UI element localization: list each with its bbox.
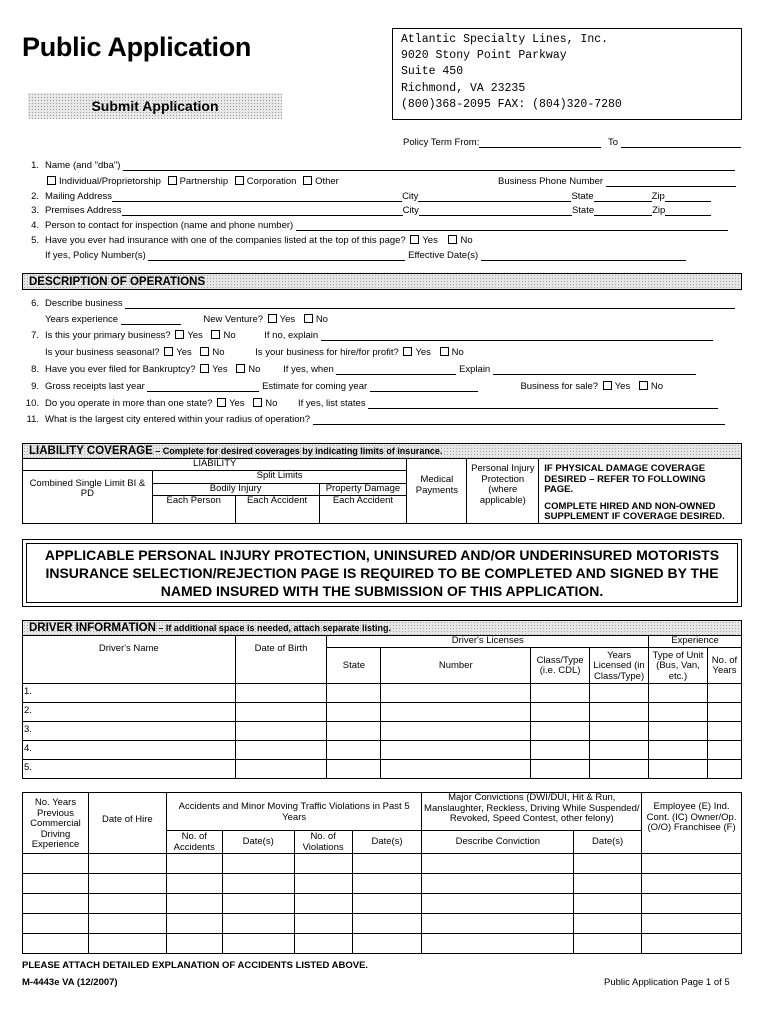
other-checkbox[interactable] <box>303 176 312 185</box>
employee-type-header: Employee (E) Ind. Cont. (IC) Owner/Op. (O/O) Franchisee (F) <box>642 793 742 854</box>
submit-application-label: Submit Application <box>91 98 219 114</box>
liability-heading-text: LIABILITY COVERAGE <box>29 445 153 457</box>
contact-person-field[interactable] <box>296 220 728 231</box>
history-cell[interactable] <box>23 854 89 874</box>
history-cell[interactable] <box>88 934 166 954</box>
history-cell[interactable] <box>222 854 294 874</box>
policy-term-to-field[interactable] <box>621 137 741 148</box>
seasonal-yes-checkbox[interactable] <box>164 347 173 356</box>
partnership-label: Partnership <box>179 176 229 187</box>
driver-cell[interactable] <box>649 721 708 740</box>
driver-cell[interactable] <box>590 721 649 740</box>
city-label: City <box>402 191 419 202</box>
new-venture-no-checkbox[interactable] <box>304 314 313 323</box>
describe-business-field[interactable] <box>125 298 735 309</box>
address-line: (800)368-2095 FAX: (804)320-7280 <box>401 97 622 111</box>
q8-number: 8. <box>31 364 39 375</box>
yes-label: Yes <box>187 330 203 341</box>
liability-header: LIABILITY <box>23 459 407 471</box>
gross-receipts-field[interactable] <box>147 381 259 392</box>
driver-row-number: 5. <box>23 759 236 778</box>
history-cell[interactable] <box>166 914 222 934</box>
premises-zip-field[interactable] <box>665 205 711 216</box>
history-cell[interactable] <box>294 914 352 934</box>
mailing-city-field[interactable] <box>418 191 571 202</box>
driver-cell[interactable] <box>590 759 649 778</box>
conviction-dates-header: Date(s) <box>574 831 642 854</box>
history-cell[interactable] <box>88 854 166 874</box>
experience-row <box>45 314 328 325</box>
for-sale-no-checkbox[interactable] <box>639 381 648 390</box>
history-cell[interactable] <box>574 914 642 934</box>
no-label: No <box>265 398 278 409</box>
q8-row <box>22 364 696 375</box>
driver-row-number: 3. <box>23 721 236 740</box>
um-notice-box <box>22 539 742 607</box>
history-cell[interactable] <box>574 854 642 874</box>
no-label: No <box>650 381 663 392</box>
yes-label: Yes <box>176 347 192 358</box>
drivers-name-header: Driver's Name <box>23 636 236 684</box>
explain-label: Explain <box>459 364 491 375</box>
state-label: State <box>571 191 594 202</box>
policy-number-field[interactable] <box>148 250 405 261</box>
yes-label: Yes <box>415 347 431 358</box>
driver-cell[interactable] <box>707 721 741 740</box>
history-cell[interactable] <box>422 934 574 954</box>
q5-number: 5. <box>31 235 39 246</box>
driver-cell[interactable] <box>235 683 327 702</box>
business-phone-field[interactable] <box>606 176 736 187</box>
primary-no-checkbox[interactable] <box>211 330 220 339</box>
q10-number: 10. <box>25 398 39 409</box>
driver-cell[interactable] <box>707 759 741 778</box>
if-yes-when-label: If yes, when <box>283 364 334 375</box>
no-years-header: No. of Years <box>707 647 741 683</box>
physical-damage-note-cell <box>539 459 742 524</box>
history-cell[interactable] <box>422 914 574 934</box>
yes-label: Yes <box>422 235 438 246</box>
driver-cell[interactable] <box>531 702 590 721</box>
driver-cell[interactable] <box>649 759 708 778</box>
liability-heading-note: – Complete for desired coverages by indicating limits of insurance. <box>152 446 443 456</box>
q5-label: Have you ever had insurance with one of the companies listed at the top of this page? <box>45 235 406 246</box>
address-line: Richmond, VA 23235 <box>401 81 526 95</box>
driver-cell[interactable] <box>327 702 381 721</box>
driver-cell[interactable] <box>531 683 590 702</box>
years-licensed-header: Years Licensed (in Class/Type) <box>590 647 649 683</box>
policy-term-row <box>403 137 741 148</box>
address-line: Atlantic Specialty Lines, Inc. <box>401 33 609 46</box>
largest-city-field[interactable] <box>313 414 725 425</box>
q11-number: 11. <box>26 414 39 425</box>
driver-cell[interactable] <box>531 740 590 759</box>
q4-label: Person to contact for inspection (name and phone number) <box>45 220 294 231</box>
seasonal-row <box>45 347 464 358</box>
business-phone-row <box>498 176 736 187</box>
mailing-zip-field[interactable] <box>665 191 711 202</box>
history-cell[interactable] <box>352 914 422 934</box>
driver-cell[interactable] <box>707 683 741 702</box>
history-cell[interactable] <box>642 914 742 934</box>
partnership-checkbox[interactable] <box>168 176 177 185</box>
zip-label: Zip <box>652 205 666 216</box>
company-address-box <box>392 28 742 120</box>
history-cell[interactable] <box>294 894 352 914</box>
years-experience-field[interactable] <box>121 314 181 325</box>
history-cell[interactable] <box>23 874 89 894</box>
policy-number-label: If yes, Policy Number(s) <box>45 250 146 261</box>
driving-history-table <box>22 792 742 954</box>
page-title: Public Application <box>22 32 252 62</box>
history-cell[interactable] <box>352 894 422 914</box>
q2-label: Mailing Address <box>45 191 113 202</box>
liability-table <box>22 458 742 524</box>
q6-row <box>22 298 735 309</box>
history-cell[interactable] <box>166 894 222 914</box>
q11-label: What is the largest city entered within your radius of operation? <box>45 414 311 425</box>
primary-explain-field[interactable] <box>321 330 713 341</box>
driver-cell[interactable] <box>235 702 327 721</box>
q2-number: 2. <box>31 191 39 202</box>
property-damage-header: Property Damage <box>319 483 407 495</box>
history-cell[interactable] <box>642 854 742 874</box>
premises-state-field[interactable] <box>594 205 652 216</box>
for-sale-label: Business for sale? <box>520 381 599 392</box>
name-field[interactable] <box>123 160 735 171</box>
yes-label: Yes <box>279 314 296 325</box>
entity-row <box>45 176 339 187</box>
driver-cell[interactable] <box>381 721 531 740</box>
no-label: No <box>460 235 473 246</box>
primary-yes-checkbox[interactable] <box>175 330 184 339</box>
hire-profit-label: Is your business for hire/for profit? <box>255 347 399 358</box>
address-line: 9020 Stony Point Parkway <box>401 49 567 63</box>
driver-heading-text: DRIVER INFORMATION <box>29 622 156 634</box>
effective-date-field[interactable] <box>481 250 686 261</box>
history-cell[interactable] <box>294 854 352 874</box>
liability-heading <box>22 443 742 459</box>
history-cell[interactable] <box>88 894 166 914</box>
q4-row <box>22 220 728 231</box>
driver-cell[interactable] <box>381 759 531 778</box>
q7-row <box>22 330 713 341</box>
history-cell[interactable] <box>574 894 642 914</box>
bankruptcy-no-checkbox[interactable] <box>236 364 245 373</box>
driver-cell[interactable] <box>235 759 327 778</box>
history-cell[interactable] <box>23 894 89 914</box>
driver-cell[interactable] <box>235 740 327 759</box>
history-cell[interactable] <box>222 934 294 954</box>
date-of-hire-header: Date of Hire <box>88 793 166 854</box>
q9-row <box>22 381 663 392</box>
q3-label: Premises Address <box>45 205 122 216</box>
history-cell[interactable] <box>222 874 294 894</box>
accidents-header: Accidents and Minor Moving Traffic Violations in Past 5 Years <box>166 793 422 831</box>
driver-cell[interactable] <box>381 702 531 721</box>
driver-cell[interactable] <box>649 740 708 759</box>
no-accidents-header: No. of Accidents <box>166 831 222 854</box>
state-label: State <box>571 205 595 216</box>
q10-label: Do you operate in more than one state? <box>45 398 213 409</box>
q9-number: 9. <box>31 381 39 392</box>
multistate-yes-checkbox[interactable] <box>217 398 226 407</box>
policy-term-from-field[interactable] <box>479 137 601 148</box>
individual-label: Individual/Proprietorship <box>59 176 161 187</box>
history-cell[interactable] <box>422 854 574 874</box>
history-cell[interactable] <box>166 854 222 874</box>
q9-label: Gross receipts last year <box>45 381 145 392</box>
policy-term-to-label: To <box>608 137 619 148</box>
operations-heading-text: DESCRIPTION OF OPERATIONS <box>29 276 206 288</box>
premises-address-field[interactable] <box>122 205 403 216</box>
hire-profit-yes-checkbox[interactable] <box>403 347 412 356</box>
city-label: City <box>402 205 419 216</box>
medical-payments-header: Medical Payments <box>407 459 467 524</box>
driver-cell[interactable] <box>531 721 590 740</box>
bodily-injury-header: Bodily Injury <box>152 483 319 495</box>
operations-heading <box>22 273 742 290</box>
history-cell[interactable] <box>88 914 166 934</box>
for-sale-yes-checkbox[interactable] <box>603 381 612 390</box>
new-venture-yes-checkbox[interactable] <box>268 314 277 323</box>
history-cell[interactable] <box>23 914 89 934</box>
yes-label: Yes <box>212 364 228 375</box>
q3-number: 3. <box>31 205 39 216</box>
state-header: State <box>327 647 381 683</box>
no-label: No <box>248 364 261 375</box>
driver-cell[interactable] <box>327 721 381 740</box>
yes-label: Yes <box>229 398 245 409</box>
policy-term-from-label: Policy Term From: <box>403 137 480 148</box>
describe-conviction-header: Describe Conviction <box>422 831 574 854</box>
no-label: No <box>315 314 328 325</box>
um-notice-text: APPLICABLE PERSONAL INJURY PROTECTION, UNINSURED AND/OR UNDERINSURED MOTORISTS INSURANCE SELECTION/REJECTION PAGE IS REQUIRED TO BE COMPLETED AND SIGNED BY THE NAMED INSURED WITH THE SUBMISSION OF THIS APPLICATION. <box>26 543 738 603</box>
mailing-state-field[interactable] <box>594 191 652 202</box>
years-experience-label: Years experience <box>45 314 119 325</box>
history-cell[interactable] <box>222 894 294 914</box>
no-label: No <box>451 347 464 358</box>
driver-cell[interactable] <box>327 759 381 778</box>
driver-row-number: 2. <box>23 702 236 721</box>
q7-number: 7. <box>31 330 39 341</box>
q4-number: 4. <box>31 220 39 231</box>
history-cell[interactable] <box>294 874 352 894</box>
pip-header: Personal Injury Protection (where applicable) <box>467 459 539 524</box>
q1-row <box>22 160 735 171</box>
no-label: No <box>212 347 225 358</box>
history-cell[interactable] <box>222 914 294 934</box>
no-violations-header: No. of Violations <box>294 831 352 854</box>
driver-cell[interactable] <box>235 721 327 740</box>
driver-cell[interactable] <box>381 683 531 702</box>
driver-heading <box>22 620 742 636</box>
number-header: Number <box>381 647 531 683</box>
premises-city-field[interactable] <box>419 205 572 216</box>
if-no-explain-label: If no, explain <box>264 330 319 341</box>
history-cell[interactable] <box>352 934 422 954</box>
history-cell[interactable] <box>574 934 642 954</box>
q1-label: Name (and "dba") <box>45 160 121 171</box>
each-accident-header: Each Accident <box>235 495 319 523</box>
accident-dates-header: Date(s) <box>222 831 294 854</box>
driver-cell[interactable] <box>590 702 649 721</box>
split-limits-header: Split Limits <box>152 470 407 483</box>
driver-cell[interactable] <box>327 740 381 759</box>
each-person-header: Each Person <box>152 495 235 523</box>
history-cell[interactable] <box>88 874 166 894</box>
individual-checkbox[interactable] <box>47 176 56 185</box>
yes-label: Yes <box>614 381 631 392</box>
q3-row <box>22 205 711 216</box>
driver-cell[interactable] <box>327 683 381 702</box>
history-cell[interactable] <box>422 874 574 894</box>
history-cell[interactable] <box>574 874 642 894</box>
violation-dates-header: Date(s) <box>352 831 422 854</box>
history-cell[interactable] <box>352 854 422 874</box>
q8-label: Have you ever filed for Bankruptcy? <box>45 364 196 375</box>
no-label: No <box>223 330 236 341</box>
licenses-header: Driver's Licenses <box>327 636 649 648</box>
driver-row-number: 4. <box>23 740 236 759</box>
bankruptcy-yes-checkbox[interactable] <box>200 364 209 373</box>
physical-damage-note: IF PHYSICAL DAMAGE COVERAGE DESIRED – REFER TO FOLLOWING PAGE. <box>544 463 706 495</box>
driver-cell[interactable] <box>649 683 708 702</box>
other-label: Other <box>315 176 339 187</box>
driver-row-number: 1. <box>23 683 236 702</box>
if-yes-states-label: If yes, list states <box>298 398 366 409</box>
driver-cell[interactable] <box>707 740 741 759</box>
history-cell[interactable] <box>642 894 742 914</box>
hired-nonowned-note: COMPLETE HIRED AND NON-OWNED SUPPLEMENT IF COVERAGE DESIRED. <box>544 500 725 522</box>
bankruptcy-when-field[interactable] <box>336 364 456 375</box>
seasonal-label: Is your business seasonal? <box>45 347 160 358</box>
attach-note: PLEASE ATTACH DETAILED EXPLANATION OF ACCIDENTS LISTED ABOVE. <box>22 960 369 971</box>
history-cell[interactable] <box>166 934 222 954</box>
new-venture-label: New Venture? <box>203 314 264 325</box>
submit-application-button[interactable] <box>28 93 282 119</box>
driver-cell[interactable] <box>590 740 649 759</box>
business-phone-label: Business Phone Number <box>498 176 604 187</box>
q6-number: 6. <box>31 298 39 309</box>
multistate-no-checkbox[interactable] <box>253 398 262 407</box>
q2-row <box>22 191 711 202</box>
q5-no-checkbox[interactable] <box>448 235 457 244</box>
q10-row <box>22 398 718 409</box>
estimate-label: Estimate for coming year <box>262 381 368 392</box>
q5-yes-checkbox[interactable] <box>410 235 419 244</box>
driver-cell[interactable] <box>381 740 531 759</box>
driver-cell[interactable] <box>649 702 708 721</box>
q11-row <box>22 414 725 425</box>
driver-table <box>22 635 742 779</box>
driver-cell[interactable] <box>707 702 741 721</box>
mailing-address-field[interactable] <box>112 191 402 202</box>
hire-profit-no-checkbox[interactable] <box>440 347 449 356</box>
page-number: Public Application Page 1 of 5 <box>604 977 730 988</box>
driver-cell[interactable] <box>531 759 590 778</box>
corporation-checkbox[interactable] <box>235 176 244 185</box>
history-cell[interactable] <box>642 874 742 894</box>
history-cell[interactable] <box>166 874 222 894</box>
type-of-unit-header: Type of Unit (Bus, Van, etc.) <box>649 647 708 683</box>
driver-heading-note: – If additional space is needed, attach separate listing. <box>155 623 391 633</box>
major-convictions-header: Major Convictions (DWI/DUI, Hit & Run, Manslaughter, Reckless, Driving While Suspended/ Revoked, Speed Contest, other felony) <box>422 793 642 831</box>
zip-label: Zip <box>651 191 665 202</box>
q6-label: Describe business <box>45 298 123 309</box>
bankruptcy-explain-field[interactable] <box>493 364 696 375</box>
dob-header: Date of Birth <box>235 636 327 684</box>
q7-label: Is this your primary business? <box>45 330 171 341</box>
q5-policy-row <box>45 250 686 261</box>
effective-date-label: Effective Date(s) <box>408 250 479 261</box>
history-cell[interactable] <box>352 874 422 894</box>
history-cell[interactable] <box>642 934 742 954</box>
no-years-prev-header: No. Years Previous Commercial Driving Experience <box>23 793 89 854</box>
seasonal-no-checkbox[interactable] <box>200 347 209 356</box>
estimate-field[interactable] <box>370 381 478 392</box>
address-line: Suite 450 <box>401 65 464 79</box>
states-field[interactable] <box>368 398 718 409</box>
q1-number: 1. <box>31 160 39 171</box>
form-number: M-4443e VA (12/2007) <box>22 977 118 988</box>
corporation-label: Corporation <box>246 176 297 187</box>
pd-each-accident-header: Each Accident <box>319 495 407 523</box>
q5-row <box>22 235 473 246</box>
combined-single-header: Combined Single Limit BI & PD <box>23 470 153 523</box>
history-cell[interactable] <box>294 934 352 954</box>
driver-cell[interactable] <box>590 683 649 702</box>
class-type-header: Class/Type (i.e. CDL) <box>531 647 590 683</box>
history-cell[interactable] <box>422 894 574 914</box>
experience-header: Experience <box>649 636 742 648</box>
history-cell[interactable] <box>23 934 89 954</box>
